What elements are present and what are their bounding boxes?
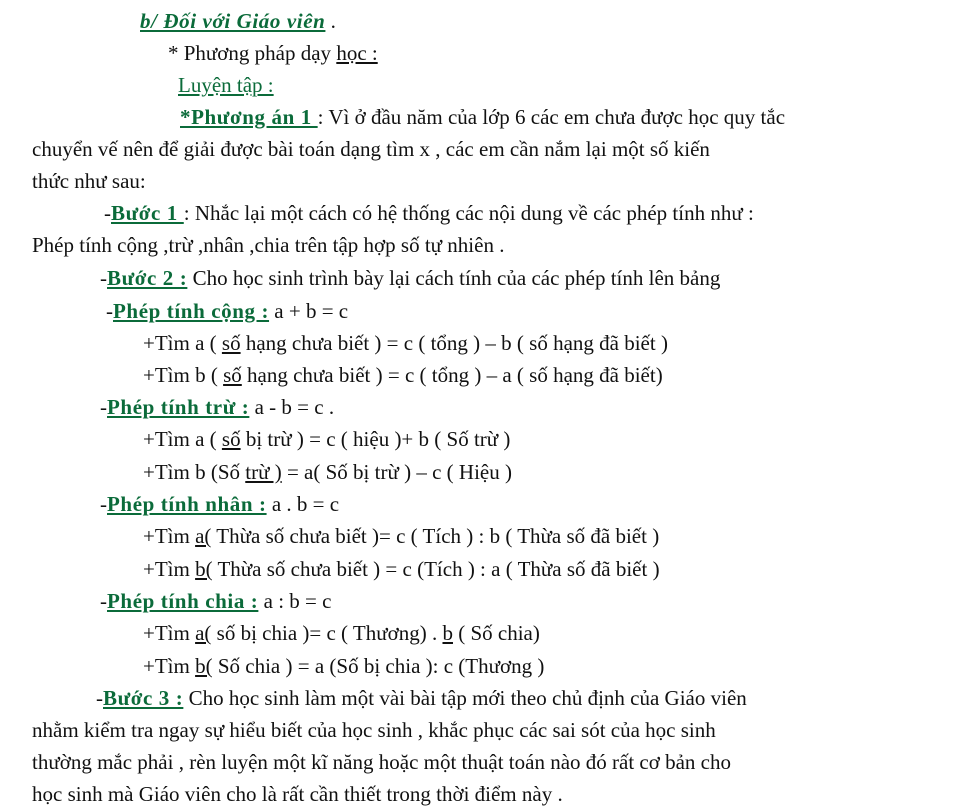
doc-segment: +Tìm bbox=[143, 654, 196, 678]
doc-segment: a + b = c bbox=[269, 299, 349, 323]
doc-line-buoc-1 bbox=[104, 200, 754, 226]
doc-segment: +Tìm a ( bbox=[143, 331, 222, 355]
doc-segment: +Tìm b ( bbox=[143, 363, 224, 387]
doc-segment: * Phương pháp dạy bbox=[168, 41, 337, 65]
doc-line-phuong-phap-day-hoc bbox=[168, 40, 378, 66]
doc-line-buoc-3-cont-3 bbox=[32, 781, 563, 807]
doc-segment: Phép tính cộng : bbox=[113, 299, 270, 323]
doc-segment: số bị chia )= c ( Thương) . bbox=[211, 621, 443, 645]
doc-segment: - bbox=[106, 299, 113, 323]
doc-segment: số bbox=[221, 331, 241, 355]
doc-segment: a . b = c bbox=[266, 492, 340, 516]
doc-segment: Phép tính trừ : bbox=[107, 395, 250, 419]
doc-segment: ( Số chia) bbox=[452, 621, 540, 645]
doc-line-phuong-an-1-cont-1 bbox=[32, 136, 710, 162]
doc-segment: b( bbox=[195, 654, 213, 678]
doc-line-chia-tim-b bbox=[143, 653, 544, 679]
doc-line-phuong-an-1 bbox=[180, 104, 785, 130]
doc-line-cong-tim-b bbox=[143, 362, 663, 388]
doc-segment: học : bbox=[336, 41, 378, 65]
doc-line-phep-tinh-tru bbox=[100, 394, 334, 420]
doc-segment: *Phương án 1 bbox=[180, 105, 318, 129]
doc-segment: thức như sau: bbox=[32, 169, 146, 193]
doc-segment: +Tìm bbox=[143, 621, 196, 645]
doc-segment: số bbox=[221, 427, 241, 451]
doc-segment: : Vì ở đầu năm của lớp 6 các em chưa được học quy tắc bbox=[317, 105, 786, 129]
doc-line-chia-tim-a bbox=[143, 620, 540, 646]
doc-line-phep-tinh-nhan bbox=[100, 491, 339, 517]
doc-segment: hạng chưa biết ) = c ( tổng ) – a ( số hạng đã biết) bbox=[241, 363, 663, 387]
doc-line-buoc-2 bbox=[100, 265, 720, 291]
doc-segment: a - b = c . bbox=[249, 395, 335, 419]
doc-segment: Thừa số chưa biết ) = c (Tích ) : a ( Thừa số đã biết ) bbox=[212, 557, 660, 581]
doc-segment: chuyển vế nên để giải được bài toán dạng tìm x , các em cần nắm lại một số kiến bbox=[32, 137, 710, 161]
doc-segment: học sinh mà Giáo viên cho là rất cần thiết trong thời điểm này . bbox=[32, 782, 563, 806]
doc-segment: b( bbox=[195, 557, 213, 581]
doc-segment: +Tìm bbox=[143, 524, 196, 548]
doc-segment: - bbox=[100, 395, 107, 419]
doc-segment: a( bbox=[195, 621, 212, 645]
doc-segment: nhằm kiểm tra ngay sự hiểu biết của học sinh , khắc phục các sai sót của học sinh bbox=[32, 718, 716, 742]
doc-segment: bị trừ ) = c ( hiệu )+ b ( Số trừ ) bbox=[240, 427, 511, 451]
doc-line-phep-tinh-chia bbox=[100, 588, 331, 614]
doc-segment: thường mắc phải , rèn luyện một kĩ năng hoặc một thuật toán nào đó rất cơ bản cho bbox=[32, 750, 731, 774]
doc-segment: Bước 3 : bbox=[103, 686, 184, 710]
doc-segment: a : b = c bbox=[258, 589, 332, 613]
doc-segment: +Tìm bbox=[143, 557, 196, 581]
doc-segment: a( bbox=[195, 524, 212, 548]
doc-segment: Phép tính cộng ,trừ ,nhân ,chia trên tập hợp số tự nhiên . bbox=[32, 233, 505, 257]
doc-line-tru-tim-b bbox=[143, 459, 512, 485]
doc-segment: - bbox=[104, 201, 111, 225]
doc-segment: - bbox=[96, 686, 103, 710]
doc-segment: Phép tính nhân : bbox=[107, 492, 267, 516]
doc-segment: - bbox=[100, 266, 107, 290]
doc-segment: - bbox=[100, 589, 107, 613]
doc-segment: +Tìm a ( bbox=[143, 427, 222, 451]
doc-line-luyen-tap bbox=[178, 72, 274, 98]
doc-segment: b/ Đối với Giáo viên bbox=[140, 9, 326, 33]
doc-segment: số bbox=[223, 363, 242, 387]
doc-segment: : Nhắc lại một cách có hệ thống các nội dung về các phép tính như : bbox=[183, 201, 754, 225]
doc-segment: Cho học sinh trình bày lại cách tính của các phép tính lên bảng bbox=[187, 266, 721, 290]
doc-segment: Bước 2 : bbox=[107, 266, 188, 290]
doc-segment: Thừa số chưa biết )= c ( Tích ) : b ( Thừa số đã biết ) bbox=[211, 524, 660, 548]
doc-line-heading-b bbox=[140, 8, 336, 34]
doc-segment: Luyện tập : bbox=[178, 73, 274, 97]
doc-segment: = a( Số bị trừ ) – c ( Hiệu ) bbox=[281, 460, 512, 484]
doc-segment: - bbox=[100, 492, 107, 516]
doc-segment: Cho học sinh làm một vài bài tập mới theo chủ định của Giáo viên bbox=[183, 686, 747, 710]
doc-line-buoc-3-cont-1 bbox=[32, 717, 716, 743]
doc-segment: . bbox=[325, 9, 336, 33]
doc-line-buoc-1-cont bbox=[32, 232, 504, 258]
doc-line-phuong-an-1-cont-2 bbox=[32, 168, 146, 194]
doc-segment: +Tìm b (Số bbox=[143, 460, 246, 484]
doc-segment: Số chia ) = a (Số bị chia ): c (Thương ) bbox=[212, 654, 545, 678]
doc-line-nhan-tim-a bbox=[143, 523, 659, 549]
doc-segment: Phép tính chia : bbox=[107, 589, 259, 613]
doc-segment: trừ ) bbox=[245, 460, 282, 484]
doc-line-phep-tinh-cong bbox=[106, 298, 348, 324]
doc-segment: hạng chưa biết ) = c ( tổng ) – b ( số hạng đã biết ) bbox=[240, 331, 668, 355]
doc-line-buoc-3 bbox=[96, 685, 747, 711]
doc-line-tru-tim-a bbox=[143, 426, 510, 452]
doc-line-nhan-tim-b bbox=[143, 556, 660, 582]
doc-segment: b bbox=[442, 621, 453, 645]
doc-line-buoc-3-cont-2 bbox=[32, 749, 731, 775]
doc-segment: Bước 1 bbox=[111, 201, 184, 225]
doc-line-cong-tim-a bbox=[143, 330, 668, 356]
